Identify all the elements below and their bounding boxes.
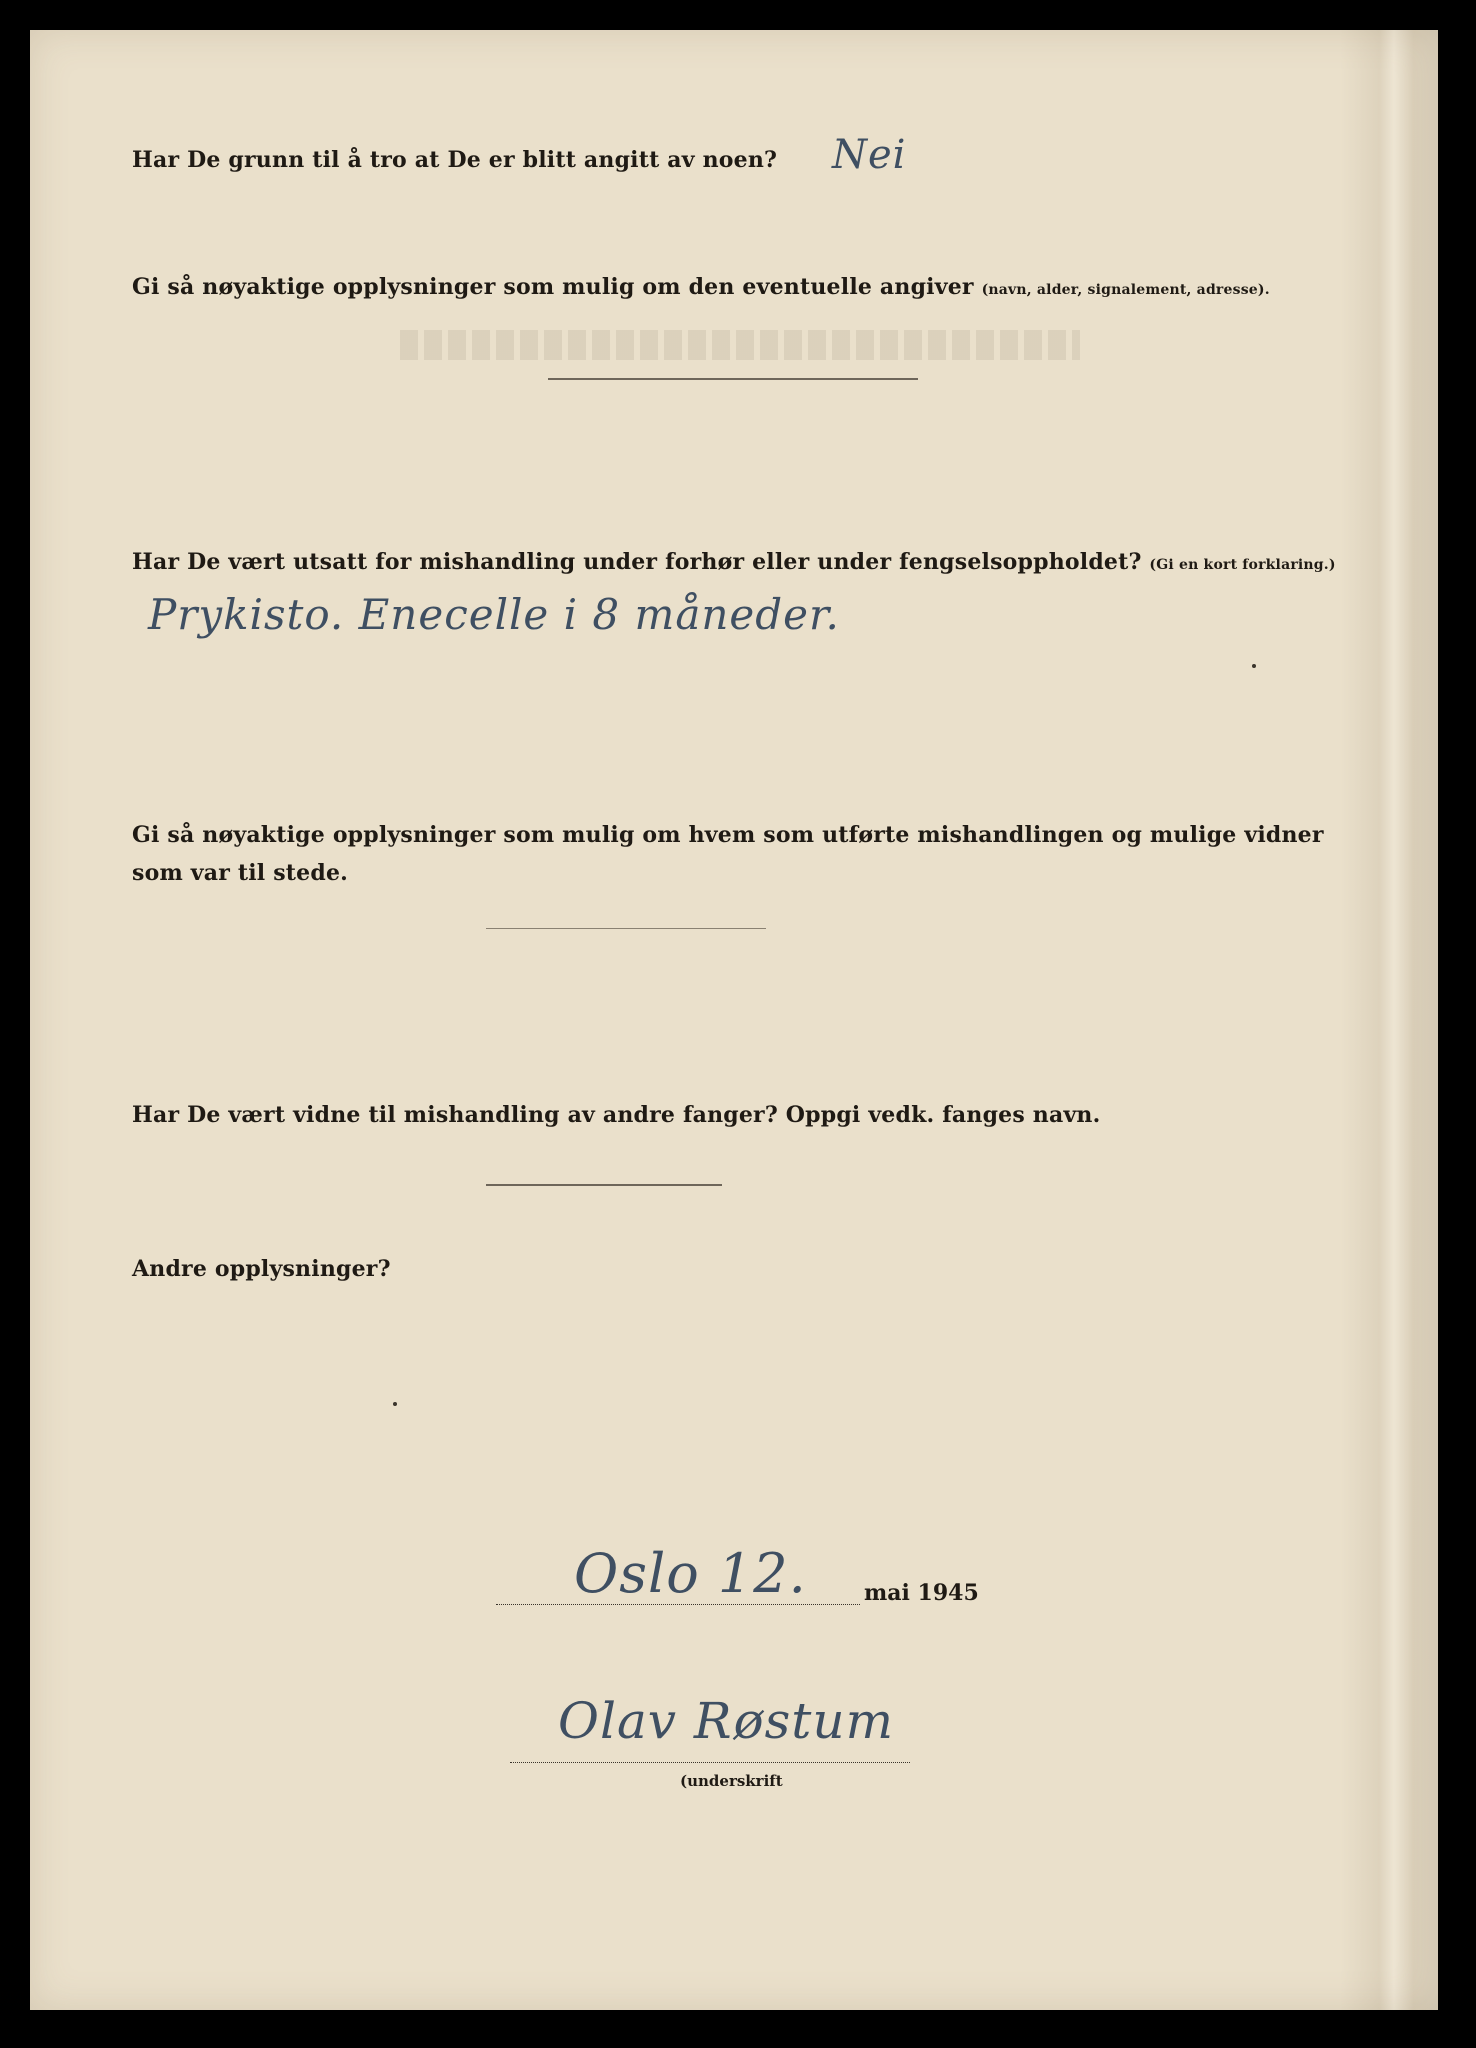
- question-informer: Har De grunn til å tro at De er blitt angitt av noen?: [132, 147, 778, 173]
- question-perpetrators-line2: som var til stede.: [132, 860, 349, 886]
- answer-informer: Nei: [832, 132, 907, 178]
- bleed-through-heading: [400, 330, 1080, 360]
- question-mistreatment-note: (Gi en kort forklaring.): [1149, 557, 1336, 573]
- question-other-info: Andre opplysninger?: [132, 1256, 391, 1282]
- question-perpetrators-line1: Gi så nøyaktige opplysninger som mulig om hvem som utførte mishandlingen og mulige vidner: [132, 822, 1324, 848]
- page-fold-shadow: [1340, 30, 1438, 2010]
- handwritten-signature: Olav Røstum: [558, 1692, 894, 1750]
- handwritten-place-date: Oslo 12.: [574, 1542, 807, 1605]
- question-mistreatment: [132, 543, 1336, 584]
- paper-speck: [1252, 664, 1256, 668]
- question-witness: Har De vært vidne til mishandling av andre fanger? Oppgi vedk. fanges navn.: [132, 1102, 1101, 1128]
- answer-line-informer-details: [548, 378, 918, 380]
- question-informer-details-note: (navn, alder, signalement, adresse).: [981, 282, 1270, 298]
- question-informer-details-text: Gi så nøyaktige opplysninger som mulig om den eventuelle angiver: [132, 274, 974, 300]
- signature-label: (underskrift: [680, 1772, 783, 1790]
- signature-dotted-line: [510, 1762, 910, 1763]
- date-month-year: mai 1945: [864, 1580, 979, 1606]
- paper-speck: [393, 1402, 397, 1406]
- question-informer-details: [132, 268, 1270, 309]
- date-dotted-line: [496, 1604, 860, 1605]
- answer-line-witness: [486, 1184, 722, 1186]
- question-mistreatment-text: Har De vært utsatt for mishandling under forhør eller under fengselsoppholdet?: [132, 549, 1142, 575]
- answer-mistreatment: Prykisto. Enecelle i 8 måneder.: [148, 590, 840, 639]
- answer-line-perpetrators: [486, 928, 766, 929]
